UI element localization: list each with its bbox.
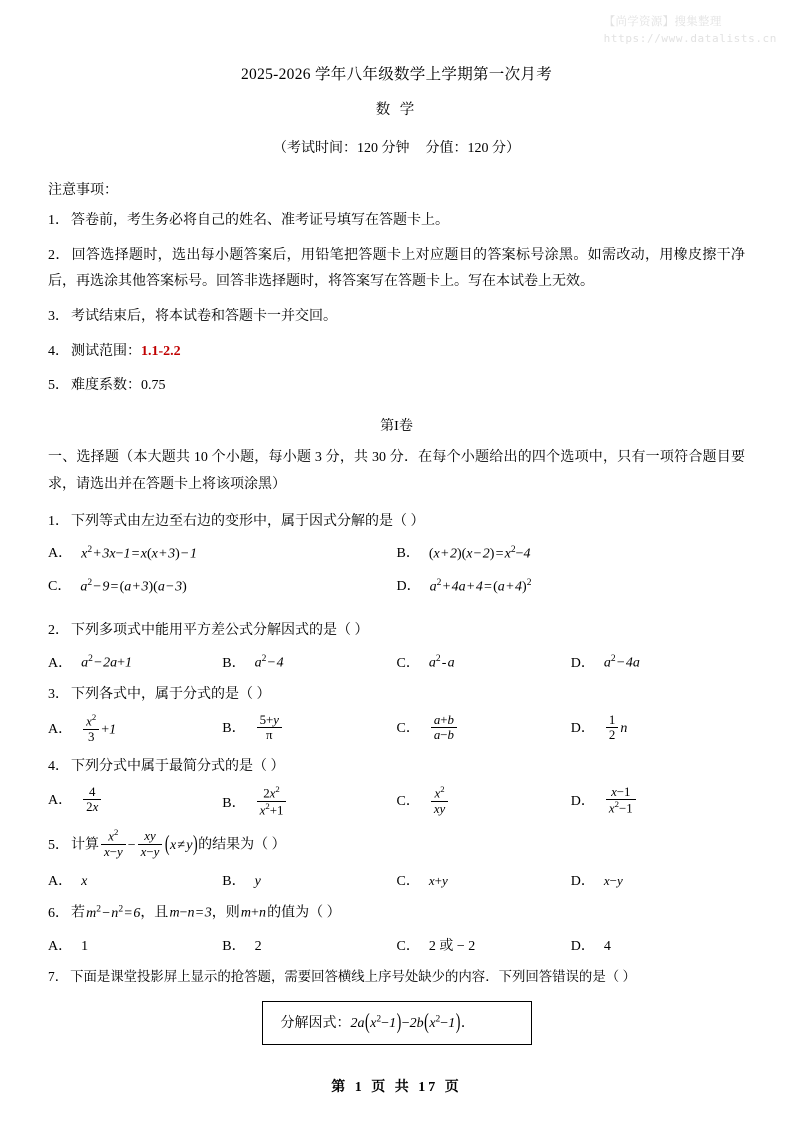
option-d[interactable] <box>397 575 746 595</box>
question-expression: $\frac{x^2}{x-y}$ − $\frac{xy}{x-y}$ (x ≠ y) <box>99 838 198 853</box>
question-text: 下列等式由左边至右边的变形中，属于因式分解的是（ ） <box>71 513 425 529</box>
question-options <box>48 870 745 890</box>
option-expression: $a^2$ - a <box>428 654 455 672</box>
option-label: B． <box>222 938 246 954</box>
projector-box <box>262 1001 532 1045</box>
exam-total-score: 分值：120 分） <box>425 141 520 156</box>
projector-box-wrapper <box>48 1001 745 1045</box>
exam-info <box>48 137 745 157</box>
question-options <box>48 713 745 744</box>
option-label: C． <box>396 721 420 737</box>
option-label: D． <box>570 794 595 810</box>
option-b[interactable] <box>222 785 396 817</box>
option-label: A． <box>48 722 73 738</box>
option-c[interactable] <box>397 870 571 890</box>
question-stem <box>48 755 745 779</box>
question-stem <box>48 966 745 989</box>
question-1 <box>48 510 745 609</box>
option-label: C． <box>396 874 420 890</box>
option-c[interactable] <box>397 785 571 817</box>
option-d[interactable] <box>571 935 745 955</box>
option-expression: $a^2$ − 9 = (a + 3)(a − 3) <box>80 577 187 595</box>
watermark-url: https://www.datalists.cn <box>603 31 777 45</box>
notice-number: 4． <box>48 343 69 359</box>
notice-item-4 <box>48 339 745 365</box>
notice-text: 难度系数：0.75 <box>71 378 166 394</box>
question-text: 下面是课堂投影屏上显示的抢答题，需要回答横线上序号处缺少的内容．下列回答错误的是（ ） <box>70 968 636 984</box>
question-number: 6． <box>48 906 69 922</box>
notice-item-2 <box>48 243 745 295</box>
watermark-source-label: 【尚学资源】搜集整理 <box>603 16 722 28</box>
question-stem <box>48 901 745 925</box>
notice-text: 考试结束后，将本试卷和答题卡一并交回。 <box>71 308 337 324</box>
question-6 <box>48 901 745 954</box>
notice-item-5 <box>48 373 745 399</box>
question-text-suffix: 的结果为（ ） <box>198 837 286 853</box>
option-a[interactable] <box>48 935 222 955</box>
notices-heading: 注意事项： <box>48 183 118 198</box>
subject-title: 数 学 <box>375 102 418 118</box>
option-d[interactable] <box>571 870 745 890</box>
question-5 <box>48 828 745 890</box>
question-options <box>48 935 745 955</box>
test-range-value: 1.1-2.2 <box>141 343 181 359</box>
option-label: D． <box>570 721 595 737</box>
option-label: A． <box>48 938 73 954</box>
question-stem <box>48 828 745 861</box>
option-expression: 2 <box>254 938 262 954</box>
option-c[interactable] <box>397 935 571 955</box>
question-4 <box>48 755 745 817</box>
notice-number: 2． <box>48 247 70 263</box>
question-options <box>48 542 745 608</box>
option-c[interactable] <box>397 713 571 744</box>
option-label: A． <box>48 656 73 672</box>
question-number: 2． <box>48 623 69 639</box>
option-label: B． <box>222 721 246 737</box>
notice-number: 3． <box>48 308 69 324</box>
option-a[interactable] <box>48 785 222 817</box>
page-footer: 第 1 页 共 17 页 <box>331 1080 462 1095</box>
option-expression: $\frac{1}{2}$ n <box>604 713 627 743</box>
option-expression: $x^2$ + 3x−1 = x(x + 3) − 1 <box>81 544 197 562</box>
option-expression: y <box>254 874 261 890</box>
boxed-label: 分解因式： <box>280 1015 351 1031</box>
option-expression: x+y <box>428 873 448 889</box>
question-7 <box>48 966 745 1045</box>
option-d[interactable] <box>571 652 745 672</box>
question-text-prefix: 计算 <box>71 837 99 853</box>
option-label: B． <box>222 874 246 890</box>
option-label: A． <box>48 546 73 562</box>
notice-text: 测试范围： <box>71 343 141 359</box>
option-expression: $\frac{5+y}{\pi}$ <box>255 713 284 743</box>
option-expression: 2 或 − 2 <box>428 938 476 954</box>
question-number: 5． <box>48 837 69 853</box>
boxed-expression: $2a(x^2-1)-2b(x^2-1)$． <box>350 1011 475 1035</box>
option-label: C． <box>396 794 420 810</box>
option-label: B． <box>396 546 420 562</box>
option-expression: 4 <box>603 938 611 954</box>
option-expression: $\frac{a+b}{a-b}$ <box>429 713 459 743</box>
option-b[interactable] <box>222 652 396 672</box>
question-text: 下列分式中属于最简分式的是（ ） <box>71 759 285 775</box>
question-text: 下列各式中，属于分式的是（ ） <box>71 687 271 703</box>
question-text: 若 $m^2$ − $n^2$ = 6，且 m−n = 3，则 m+n 的值为（ ） <box>71 904 341 922</box>
question-2 <box>48 619 745 672</box>
option-expression: $\frac{x-1}{x^2-1}$ <box>604 785 638 816</box>
notice-number: 1． <box>48 213 69 228</box>
option-label: A． <box>48 792 73 808</box>
option-label: D． <box>570 874 595 890</box>
option-expression: $\frac{4}{2x}$ <box>81 785 103 815</box>
option-label: D． <box>570 656 595 672</box>
option-b[interactable] <box>222 870 396 890</box>
notice-item-1 <box>48 208 745 234</box>
option-b[interactable] <box>222 713 396 744</box>
option-expression: $a^2$ − 4 <box>254 654 284 672</box>
notice-text: 回答选择题时，选出每小题答案后，用铅笔把答题卡上对应题目的答案标号涂黑。如需改动，用橡皮擦干净后，再选涂其他答案标号。回答非选择题时，将答案写在答题卡上。写在本试卷上无效。 <box>48 247 746 289</box>
option-b[interactable] <box>222 935 396 955</box>
option-expression: $\frac{x^2}{3}$ +1 <box>81 713 116 744</box>
question-text: 下列多项式中能用平方差公式分解因式的是（ ） <box>71 623 369 639</box>
notice-item-3 <box>48 304 745 330</box>
notices-block <box>48 179 745 399</box>
question-number: 4． <box>48 759 69 775</box>
question-number: 1． <box>48 513 69 529</box>
option-expression: $a^2$ − 2a+1 <box>81 654 133 672</box>
question-stem <box>48 510 745 534</box>
question-stem <box>48 683 745 707</box>
option-d[interactable] <box>571 713 745 744</box>
option-label: B． <box>222 656 246 672</box>
question-number: 3． <box>48 687 69 703</box>
option-d[interactable] <box>571 785 745 817</box>
option-c[interactable] <box>48 575 397 595</box>
option-label: C． <box>48 579 72 595</box>
option-b[interactable] <box>397 542 746 562</box>
option-a[interactable] <box>48 652 222 672</box>
question-3 <box>48 683 745 744</box>
option-label: C． <box>396 656 420 672</box>
question-number: 7． <box>48 968 69 984</box>
section-label: 第I卷 <box>380 419 413 435</box>
option-a[interactable] <box>48 713 222 744</box>
option-expression: $\frac{2x^2}{x^2+1}$ <box>255 785 289 817</box>
option-a[interactable] <box>48 870 222 890</box>
option-expression: (x + 2)(x − 2) = $x^2-4$ <box>428 544 531 562</box>
section-intro: 一、选择题（本大题共 10 个小题，每小题 3 分，共 30 分．在每个小题给出的四个选项中，只有一项符合题目要求，请选出并在答题卡上将该项涂黑） <box>48 450 745 492</box>
question-stem <box>48 619 745 643</box>
option-expression: x <box>81 874 88 890</box>
option-label: D． <box>570 938 595 954</box>
option-expression: x−y <box>603 873 623 889</box>
option-label: C． <box>396 938 420 954</box>
option-a[interactable] <box>48 542 397 562</box>
question-options <box>48 652 745 672</box>
option-expression: $a^2$ + 4a + 4 = (a + 4)$^2$ <box>429 577 532 595</box>
exam-duration: （考试时间：120 分钟 <box>273 141 410 156</box>
option-label: D． <box>396 579 421 595</box>
notice-number: 5． <box>48 378 69 394</box>
notice-text: 答卷前，考生务必将自己的姓名、准考证号填写在答题卡上。 <box>71 213 449 228</box>
option-label: A． <box>48 874 73 890</box>
option-expression: $a^2$ − 4a <box>603 654 640 672</box>
page-title: 2025-2026 学年八年级数学上学期第一次月考 <box>240 66 553 83</box>
option-expression: 1 <box>81 938 89 954</box>
option-expression: $\frac{x^2}{xy}$ <box>429 785 450 816</box>
option-label: B． <box>222 795 246 811</box>
option-c[interactable] <box>397 652 571 672</box>
question-options <box>48 785 745 817</box>
